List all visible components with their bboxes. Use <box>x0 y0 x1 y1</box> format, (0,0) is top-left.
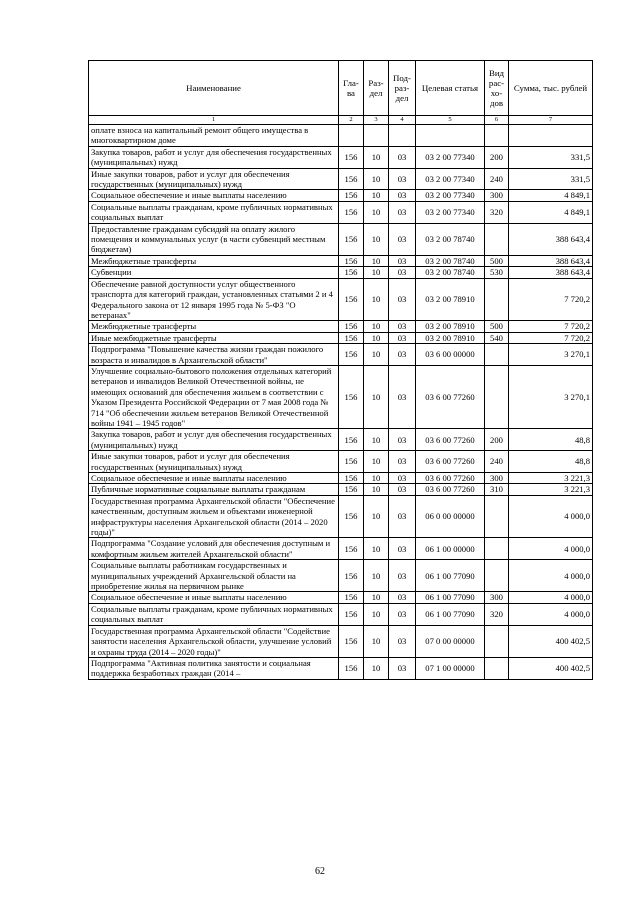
row-amount: 4 000,0 <box>509 560 593 592</box>
row-expense-type <box>485 365 509 428</box>
row-chapter: 156 <box>339 603 364 625</box>
row-amount: 3 270,1 <box>509 365 593 428</box>
row-amount: 7 720,2 <box>509 321 593 332</box>
table-row <box>89 657 593 679</box>
table-row <box>89 255 593 266</box>
row-section: 10 <box>364 168 389 190</box>
row-chapter: 156 <box>339 190 364 201</box>
row-name: Закупка товаров, работ и услуг для обеспечения государственных (муниципальных) нужд <box>89 429 339 451</box>
row-amount: 4 000,0 <box>509 538 593 560</box>
row-subsection: 03 <box>389 429 416 451</box>
header-name: Наименование <box>89 61 339 116</box>
row-section: 10 <box>364 429 389 451</box>
row-target: 03 2 00 77340 <box>416 168 485 190</box>
row-chapter: 156 <box>339 201 364 223</box>
row-subsection: 03 <box>389 625 416 657</box>
row-target: 06 1 00 77090 <box>416 603 485 625</box>
row-amount: 4 000,0 <box>509 495 593 538</box>
row-subsection: 03 <box>389 657 416 679</box>
row-subsection: 03 <box>389 168 416 190</box>
row-expense-type: 300 <box>485 473 509 484</box>
row-subsection: 03 <box>389 267 416 278</box>
row-amount: 400 402,5 <box>509 657 593 679</box>
column-number: 4 <box>389 116 416 125</box>
row-expense-type: 530 <box>485 267 509 278</box>
table-row <box>89 332 593 343</box>
row-name: Предоставление гражданам субсидий на оплату жилого помещения и коммунальных услуг (в части субвенций местным бюджетам) <box>89 223 339 255</box>
row-expense-type: 310 <box>485 484 509 495</box>
row-amount: 4 849,1 <box>509 190 593 201</box>
row-section: 10 <box>364 484 389 495</box>
row-chapter: 156 <box>339 495 364 538</box>
row-amount: 331,5 <box>509 168 593 190</box>
row-name: Социальное обеспечение и иные выплаты населению <box>89 592 339 603</box>
row-name: Социальные выплаты гражданам, кроме публичных нормативных социальных выплат <box>89 201 339 223</box>
row-chapter: 156 <box>339 560 364 592</box>
row-expense-type <box>485 125 509 147</box>
row-target: 06 1 00 77090 <box>416 560 485 592</box>
table-row <box>89 538 593 560</box>
row-target: 03 6 00 77260 <box>416 365 485 428</box>
row-section: 10 <box>364 603 389 625</box>
row-chapter: 156 <box>339 146 364 168</box>
row-name: Подпрограмма "Повышение качества жизни граждан пожилого возраста и инвалидов в Архангельской области" <box>89 344 339 366</box>
row-name: Государственная программа Архангельской области "Обеспечение качественным, доступным жильем и объектами инженерной инфраструктуры населения Архангельской области (2014 – 2020 годы)" <box>89 495 339 538</box>
row-amount: 4 000,0 <box>509 592 593 603</box>
row-target: 03 2 00 78740 <box>416 255 485 266</box>
row-expense-type: 240 <box>485 168 509 190</box>
header-target: Целевая статья <box>416 61 485 116</box>
row-subsection: 03 <box>389 190 416 201</box>
row-amount: 400 402,5 <box>509 625 593 657</box>
row-subsection: 03 <box>389 365 416 428</box>
row-amount: 48,8 <box>509 429 593 451</box>
row-section <box>364 125 389 147</box>
row-expense-type: 200 <box>485 146 509 168</box>
row-chapter: 156 <box>339 365 364 428</box>
row-subsection: 03 <box>389 255 416 266</box>
row-target <box>416 125 485 147</box>
row-section: 10 <box>364 473 389 484</box>
table-body <box>89 125 593 680</box>
row-chapter: 156 <box>339 451 364 473</box>
row-subsection: 03 <box>389 538 416 560</box>
row-name: Иные закупки товаров, работ и услуг для обеспечения государственных (муниципальных) нужд <box>89 168 339 190</box>
table-header-row <box>89 61 593 116</box>
row-chapter: 156 <box>339 168 364 190</box>
column-number: 1 <box>89 116 339 125</box>
table-row <box>89 484 593 495</box>
table-row <box>89 429 593 451</box>
row-amount: 7 720,2 <box>509 278 593 321</box>
row-section: 10 <box>364 278 389 321</box>
row-expense-type: 300 <box>485 190 509 201</box>
row-target: 03 2 00 78910 <box>416 332 485 343</box>
row-chapter: 156 <box>339 267 364 278</box>
row-chapter: 156 <box>339 278 364 321</box>
row-chapter: 156 <box>339 332 364 343</box>
header-section: Раз-дел <box>364 61 389 116</box>
row-name: Межбюджетные трансферты <box>89 321 339 332</box>
row-target: 03 6 00 77260 <box>416 429 485 451</box>
column-number: 6 <box>485 116 509 125</box>
table-row <box>89 625 593 657</box>
row-section: 10 <box>364 332 389 343</box>
row-chapter: 156 <box>339 321 364 332</box>
row-target: 07 1 00 00000 <box>416 657 485 679</box>
row-section: 10 <box>364 657 389 679</box>
column-number-row <box>89 116 593 125</box>
row-subsection: 03 <box>389 278 416 321</box>
row-subsection: 03 <box>389 451 416 473</box>
row-section: 10 <box>364 201 389 223</box>
row-section: 10 <box>364 146 389 168</box>
table-row <box>89 278 593 321</box>
row-amount <box>509 125 593 147</box>
row-name: Подпрограмма "Активная политика занятости и социальная поддержка безработных граждан (2014 – <box>89 657 339 679</box>
row-subsection: 03 <box>389 484 416 495</box>
row-chapter: 156 <box>339 255 364 266</box>
row-subsection: 03 <box>389 592 416 603</box>
row-target: 03 2 00 77340 <box>416 146 485 168</box>
row-section: 10 <box>364 344 389 366</box>
column-number: 3 <box>364 116 389 125</box>
row-chapter <box>339 125 364 147</box>
table-row <box>89 267 593 278</box>
row-name: Улучшение социально-бытового положения отдельных категорий ветеранов и инвалидов Великой Отечественной войны, не имеющих оснований для обеспечения жильем в соответствии с Указом Президента Российской Федерации от 7 мая 2008 года № 714 "Об обеспечении жильем ветеранов Великой Отечественной войны 1941 – 1945 годов" <box>89 365 339 428</box>
table-row <box>89 146 593 168</box>
row-subsection: 03 <box>389 495 416 538</box>
row-amount: 3 221,3 <box>509 484 593 495</box>
row-amount: 7 720,2 <box>509 332 593 343</box>
row-target: 03 6 00 77260 <box>416 473 485 484</box>
row-name: Иные межбюджетные трансферты <box>89 332 339 343</box>
row-target: 03 6 00 00000 <box>416 344 485 366</box>
row-chapter: 156 <box>339 657 364 679</box>
row-section: 10 <box>364 625 389 657</box>
row-section: 10 <box>364 267 389 278</box>
row-expense-type: 320 <box>485 201 509 223</box>
row-name: Межбюджетные трансферты <box>89 255 339 266</box>
row-target: 03 2 00 77340 <box>416 201 485 223</box>
row-section: 10 <box>364 255 389 266</box>
column-number: 7 <box>509 116 593 125</box>
row-expense-type: 240 <box>485 451 509 473</box>
row-subsection: 03 <box>389 603 416 625</box>
row-subsection: 03 <box>389 473 416 484</box>
table-row <box>89 125 593 147</box>
table-row <box>89 223 593 255</box>
row-chapter: 156 <box>339 592 364 603</box>
table-row <box>89 495 593 538</box>
row-expense-type <box>485 625 509 657</box>
table-row <box>89 344 593 366</box>
row-amount: 388 643,4 <box>509 223 593 255</box>
page-number: 62 <box>315 866 325 877</box>
row-target: 06 0 00 00000 <box>416 495 485 538</box>
header-chapter: Гла-ва <box>339 61 364 116</box>
table-row <box>89 592 593 603</box>
table-row <box>89 560 593 592</box>
header-amount: Сумма, тыс. рублей <box>509 61 593 116</box>
row-expense-type <box>485 223 509 255</box>
row-subsection: 03 <box>389 321 416 332</box>
row-name: оплате взноса на капитальный ремонт общего имущества в многоквартирном доме <box>89 125 339 147</box>
row-chapter: 156 <box>339 484 364 495</box>
row-section: 10 <box>364 321 389 332</box>
row-expense-type <box>485 538 509 560</box>
row-expense-type <box>485 560 509 592</box>
row-name: Публичные нормативные социальные выплаты гражданам <box>89 484 339 495</box>
row-target: 03 2 00 78910 <box>416 321 485 332</box>
row-amount: 331,5 <box>509 146 593 168</box>
row-expense-type <box>485 495 509 538</box>
row-chapter: 156 <box>339 429 364 451</box>
row-name: Субвенции <box>89 267 339 278</box>
row-target: 03 2 00 78910 <box>416 278 485 321</box>
row-chapter: 156 <box>339 538 364 560</box>
row-expense-type: 500 <box>485 321 509 332</box>
row-section: 10 <box>364 365 389 428</box>
row-name: Иные закупки товаров, работ и услуг для обеспечения государственных (муниципальных) нужд <box>89 451 339 473</box>
row-subsection: 03 <box>389 223 416 255</box>
row-section: 10 <box>364 560 389 592</box>
row-expense-type: 300 <box>485 592 509 603</box>
row-expense-type <box>485 657 509 679</box>
row-name: Закупка товаров, работ и услуг для обеспечения государственных (муниципальных) нужд <box>89 146 339 168</box>
table-row <box>89 451 593 473</box>
row-expense-type: 500 <box>485 255 509 266</box>
row-name: Обеспечение равной доступности услуг общественного транспорта для категорий граждан, установленных статьями 2 и 4 Федерального закона от 12 января 1995 года № 5-ФЗ "О ветеранах" <box>89 278 339 321</box>
row-target: 03 2 00 78740 <box>416 267 485 278</box>
row-name: Социальные выплаты гражданам, кроме публичных нормативных социальных выплат <box>89 603 339 625</box>
row-chapter: 156 <box>339 223 364 255</box>
row-expense-type: 200 <box>485 429 509 451</box>
row-expense-type: 320 <box>485 603 509 625</box>
row-section: 10 <box>364 495 389 538</box>
row-section: 10 <box>364 223 389 255</box>
row-target: 07 0 00 00000 <box>416 625 485 657</box>
row-section: 10 <box>364 538 389 560</box>
row-name: Социальное обеспечение и иные выплаты населению <box>89 190 339 201</box>
row-amount: 4 849,1 <box>509 201 593 223</box>
row-target: 03 6 00 77260 <box>416 451 485 473</box>
row-expense-type <box>485 278 509 321</box>
row-amount: 48,8 <box>509 451 593 473</box>
table-row <box>89 473 593 484</box>
row-target: 03 6 00 77260 <box>416 484 485 495</box>
row-amount: 3 270,1 <box>509 344 593 366</box>
budget-table <box>88 60 593 680</box>
row-subsection: 03 <box>389 201 416 223</box>
row-section: 10 <box>364 451 389 473</box>
row-subsection: 03 <box>389 560 416 592</box>
column-number: 2 <box>339 116 364 125</box>
column-number: 5 <box>416 116 485 125</box>
header-subsection: Под-раз-дел <box>389 61 416 116</box>
row-target: 06 1 00 77090 <box>416 592 485 603</box>
row-amount: 4 000,0 <box>509 603 593 625</box>
row-name: Социальные выплаты работникам государственных и муниципальных учреждений Архангельской области на приобретение жилья на первичном рынке <box>89 560 339 592</box>
row-amount: 388 643,4 <box>509 267 593 278</box>
row-amount: 388 643,4 <box>509 255 593 266</box>
row-subsection: 03 <box>389 332 416 343</box>
row-target: 03 2 00 78740 <box>416 223 485 255</box>
row-subsection: 03 <box>389 344 416 366</box>
row-expense-type: 540 <box>485 332 509 343</box>
row-subsection <box>389 125 416 147</box>
row-chapter: 156 <box>339 625 364 657</box>
table-row <box>89 365 593 428</box>
table-row <box>89 603 593 625</box>
row-name: Государственная программа Архангельской области "Содействие занятости населения Архангельской области, улучшение условий и охраны труда (2014 – 2020 годы)" <box>89 625 339 657</box>
row-target: 06 1 00 00000 <box>416 538 485 560</box>
table-row <box>89 321 593 332</box>
header-expense-type: Вид рас-хо-дов <box>485 61 509 116</box>
row-name: Подпрограмма "Создание условий для обеспечения доступным и комфортным жильем жителей Архангельской области" <box>89 538 339 560</box>
row-section: 10 <box>364 190 389 201</box>
row-name: Социальное обеспечение и иные выплаты населению <box>89 473 339 484</box>
table-row <box>89 190 593 201</box>
row-chapter: 156 <box>339 473 364 484</box>
row-section: 10 <box>364 592 389 603</box>
row-amount: 3 221,3 <box>509 473 593 484</box>
row-subsection: 03 <box>389 146 416 168</box>
table-row <box>89 201 593 223</box>
row-target: 03 2 00 77340 <box>416 190 485 201</box>
table-row <box>89 168 593 190</box>
row-expense-type <box>485 344 509 366</box>
row-chapter: 156 <box>339 344 364 366</box>
